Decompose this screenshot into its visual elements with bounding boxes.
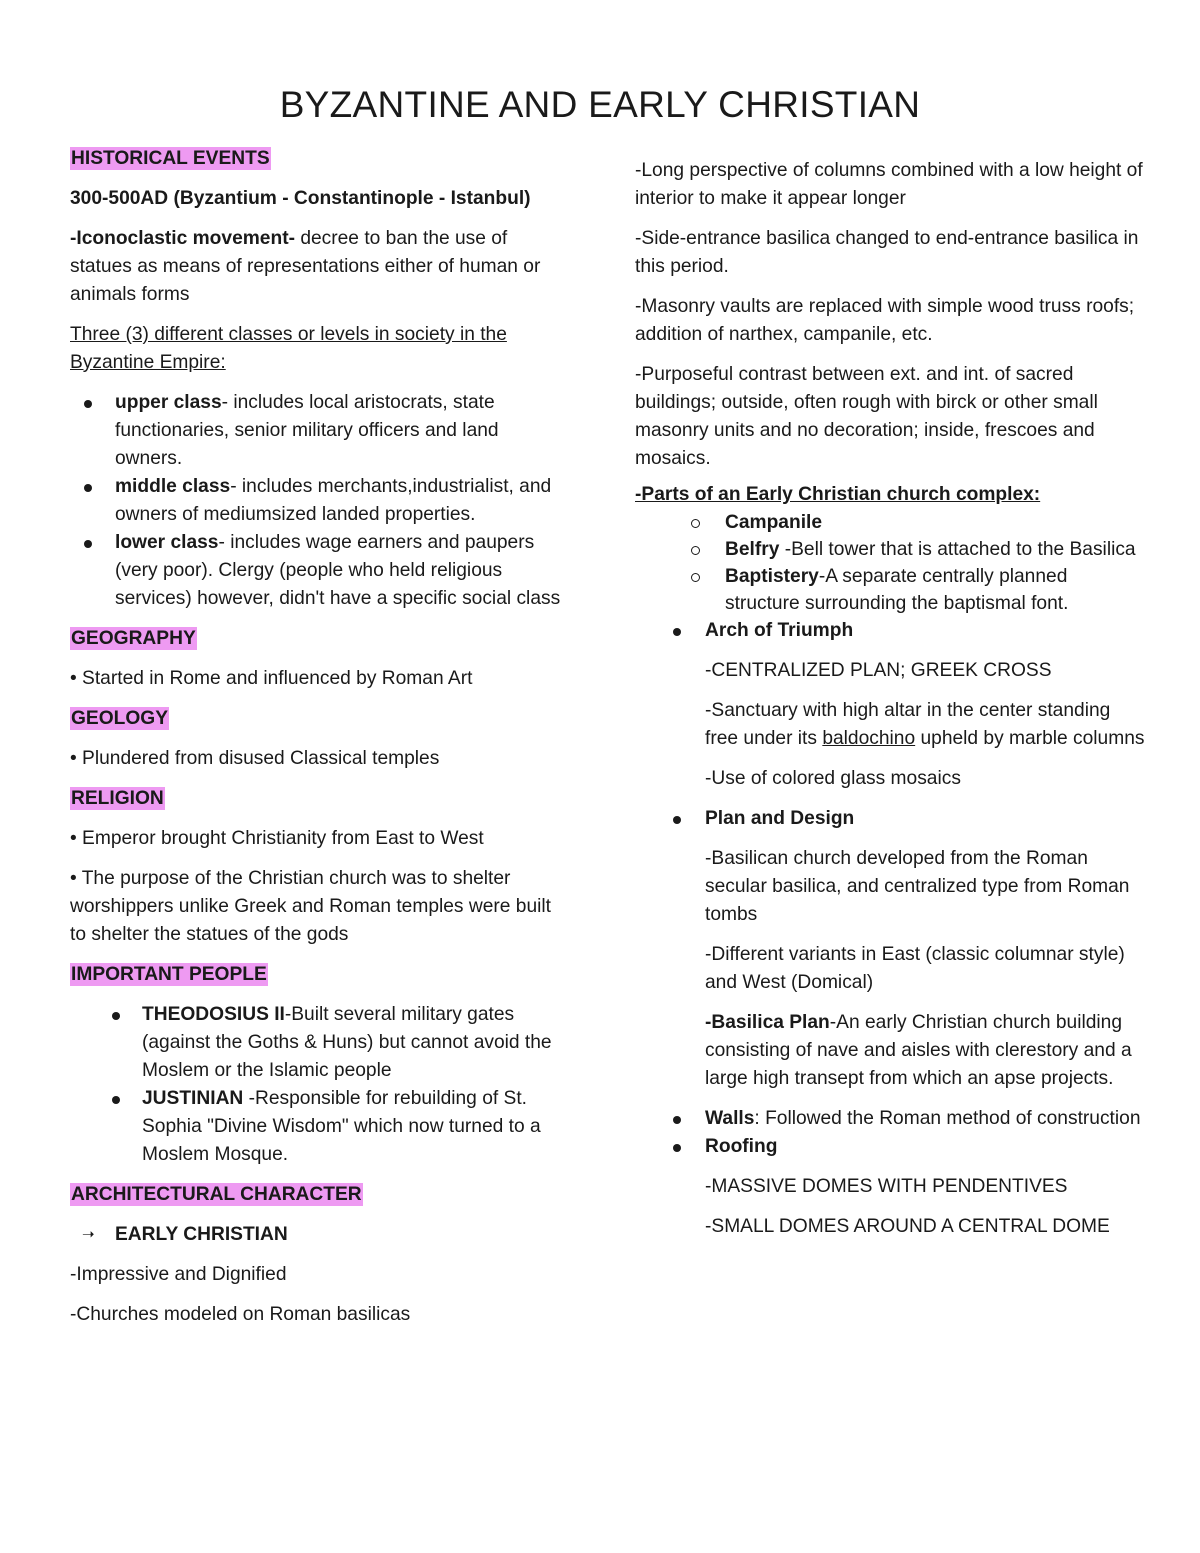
plan-item [635,805,1145,833]
roofing-text-2: -SMALL DOMES AROUND A CENTRAL DOME [705,1216,1110,1237]
religion-text-2: • The purpose of the Christian church was to shelter worshippers unlike Greek and Roman temples were built to shelter the statues of the gods [70,868,551,945]
geography-heading: GEOGRAPHY [71,628,196,649]
people-list [70,1001,570,1169]
people-heading: IMPORTANT PEOPLE [71,964,267,985]
list-item: Plan and Design [635,805,1145,833]
right-column [635,157,1145,1253]
religion-heading: RELIGION [71,788,164,809]
classes-intro: Three (3) different classes or levels in society in the Byzantine Empire: [70,324,507,373]
left-column [70,145,570,1341]
right-text-3: -Masonry vaults are replaced with simple wood truss roofs; addition of narthex, campanile, etc. [635,296,1135,345]
list-item: Roofing [635,1133,1145,1161]
page-title: BYZANTINE AND EARLY CHRISTIAN [279,84,921,125]
roofing-details [635,1173,1145,1241]
list-item: Walls: Followed the Roman method of construction [635,1105,1145,1133]
list-item: JUSTINIAN -Responsible for rebuilding of St. Sophia "Divine Wisdom" which now turned to a Moslem Mosque. [70,1085,570,1169]
list-item: upper class- includes local aristocrats, state functionaries, senior military officers and land owners. [70,389,570,473]
walls-roofing-list [635,1105,1145,1161]
right-text-2: -Side-entrance basilica changed to end-entrance basilica in this period. [635,228,1139,277]
architecture-heading: ARCHITECTURAL CHARACTER [71,1184,362,1205]
geology-heading: GEOLOGY [71,708,169,729]
early-christian-subheading: ➝ EARLY CHRISTIAN [70,1221,570,1249]
arch-triumph-details [635,657,1145,793]
right-text-4: -Purposeful contrast between ext. and int. of sacred buildings; outside, often rough with birck or other small masonry units and no decoration; inside, frescoes and mosaics. [635,364,1098,469]
arch-triumph-text-1: -CENTRALIZED PLAN; GREEK CROSS [705,660,1052,681]
architecture-text-1: -Impressive and Dignified [70,1264,287,1285]
geography-text: • Started in Rome and influenced by Roman Art [70,668,473,689]
historical-heading: HISTORICAL EVENTS [71,148,270,169]
plan-text-2: -Different variants in East (classic columnar style) and West (Domical) [705,944,1125,993]
parts-heading: -Parts of an Early Christian church complex: [635,484,1041,505]
list-item: THEODOSIUS II-Built several military gates (against the Goths & Huns) but cannot avoid the Moslem or the Islamic people [70,1001,570,1085]
list-item: Baptistery-A separate centrally planned structure surrounding the baptismal font. [635,563,1145,617]
geology-text: • Plundered from disused Classical temples [70,748,440,769]
classes-list [70,389,570,613]
plan-details [635,845,1145,1093]
list-item: Belfry -Bell tower that is attached to the Basilica [635,536,1145,563]
arrow-icon: ➝ [82,1226,95,1243]
plan-text-3: -Basilica Plan-An early Christian church building consisting of nave and aisles with clerestory and a large high transept from which an apse projects. [705,1012,1132,1089]
plan-text-1: -Basilican church developed from the Roman secular basilica, and centralized type from Roman tombs [705,848,1130,925]
iconoclastic-paragraph: -Iconoclastic movement- decree to ban the use of statues as means of representations either of human or animals forms [70,228,541,305]
dates-line: 300-500AD (Byzantium - Constantinople - Istanbul) [70,188,531,209]
right-text-1: -Long perspective of columns combined with a low height of interior to make it appear longer [635,160,1143,209]
architecture-text-2: -Churches modeled on Roman basilicas [70,1304,411,1325]
religion-text-1: • Emperor brought Christianity from East to West [70,828,484,849]
arch-triumph-item [635,617,1145,645]
arch-triumph-text-2: -Sanctuary with high altar in the center standing free under its baldochino upheld by marble columns [705,700,1145,749]
list-item: middle class- includes merchants,industrialist, and owners of mediumsized landed properties. [70,473,570,529]
list-item: Campanile [635,509,1145,536]
arch-triumph-text-3: -Use of colored glass mosaics [705,768,961,789]
list-item: Arch of Triumph [635,617,1145,645]
roofing-text-1: -MASSIVE DOMES WITH PENDENTIVES [705,1176,1068,1197]
list-item: lower class- includes wage earners and paupers (very poor). Clergy (people who held religious services) however, didn't have a specific social class [70,529,570,613]
parts-list [635,509,1145,617]
